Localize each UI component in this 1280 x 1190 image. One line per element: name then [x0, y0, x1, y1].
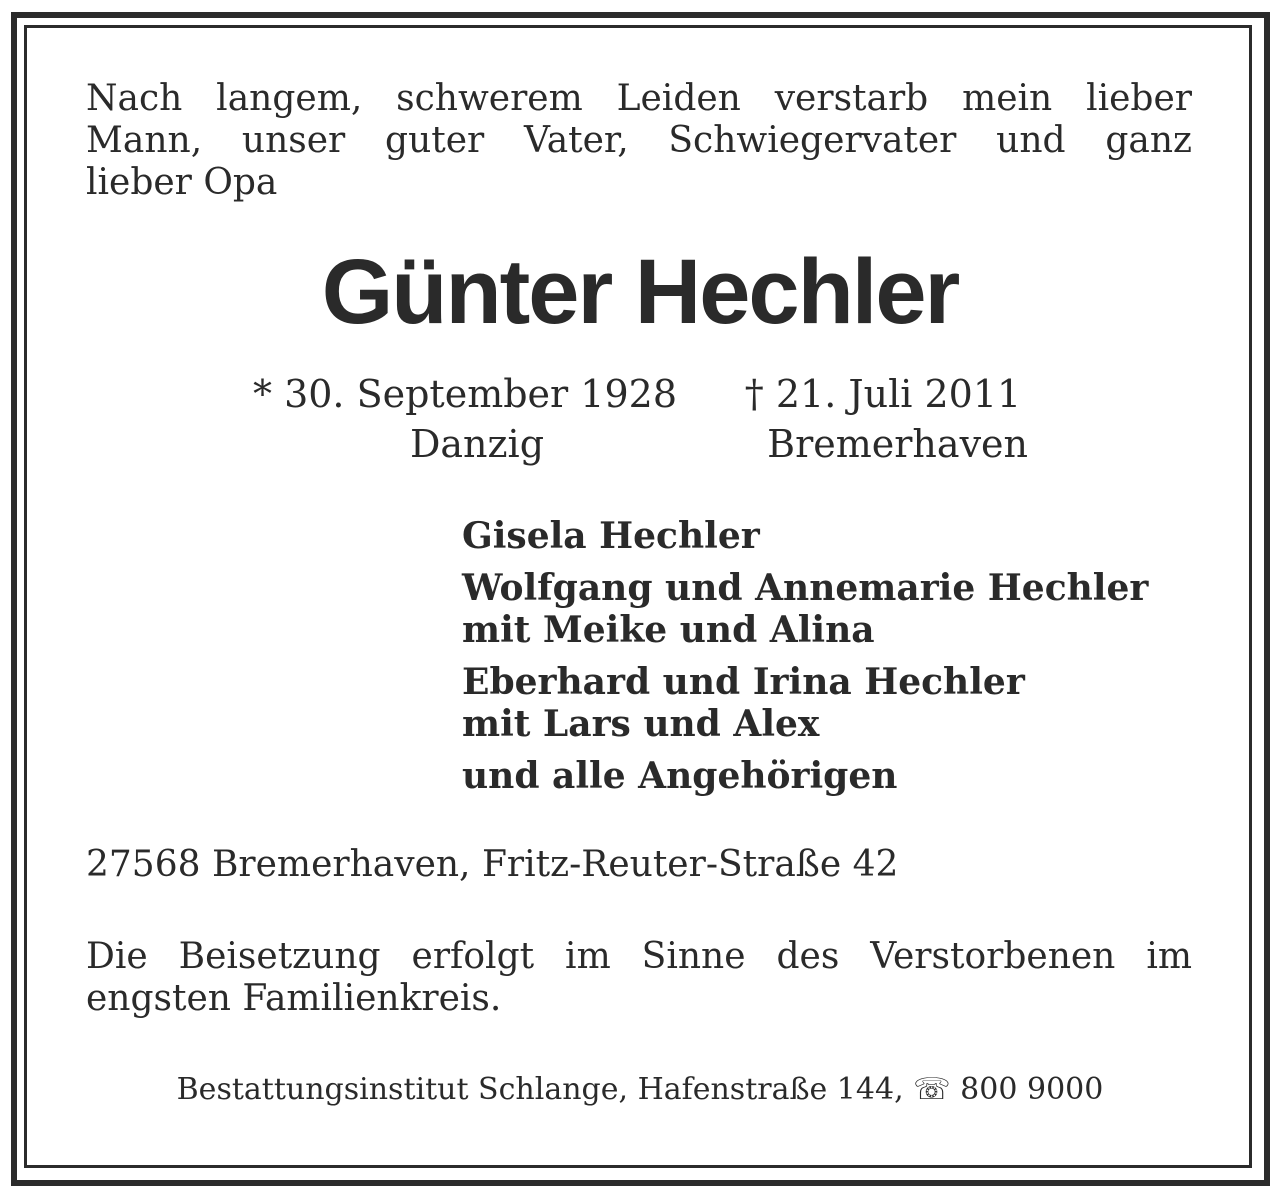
intro-line: lieber Opa	[86, 162, 278, 203]
family-entry	[462, 515, 1222, 557]
burial-line: engsten Familienkreis.	[86, 978, 502, 1019]
intro-line: Mann, unser guter Vater, Schwiegervater und ganz	[86, 120, 1192, 161]
intro-text	[86, 78, 1192, 204]
burial-line: Die Beisetzung erfolgt im Sinne des Verstorbenen im	[86, 936, 1192, 977]
birth-place: Danzig	[409, 422, 545, 466]
family-line: mit Meike und Alina	[462, 609, 875, 651]
family-entry	[462, 661, 1222, 745]
intro-line: Nach langem, schwerem Leiden verstarb mein lieber	[86, 78, 1192, 119]
death-info	[738, 372, 1028, 466]
family-line: mit Lars und Alex	[462, 703, 820, 745]
family-line: Eberhard und Irina Hechler	[462, 661, 1025, 703]
death-place: Bremerhaven	[767, 422, 1028, 466]
birth-date: * 30. September 1928	[253, 372, 677, 416]
family-line: Gisela Hechler	[462, 515, 760, 557]
birth-info	[252, 372, 678, 466]
family-list	[462, 515, 1222, 807]
burial-notice	[86, 936, 1192, 1020]
family-entry	[462, 567, 1222, 651]
funeral-home: Bestattungsinstitut Schlange, Hafenstraße 144, ☏ 800 9000	[176, 1072, 1104, 1107]
family-entry	[462, 755, 1222, 797]
deceased-name: Günter Hechler	[321, 241, 959, 343]
family-line: und alle Angehörigen	[462, 755, 898, 797]
family-line: Wolfgang und Annemarie Hechler	[462, 567, 1149, 609]
death-date: † 21. Juli 2011	[744, 372, 1022, 416]
address: 27568 Bremerhaven, Fritz-Reuter-Straße 42	[86, 844, 899, 885]
